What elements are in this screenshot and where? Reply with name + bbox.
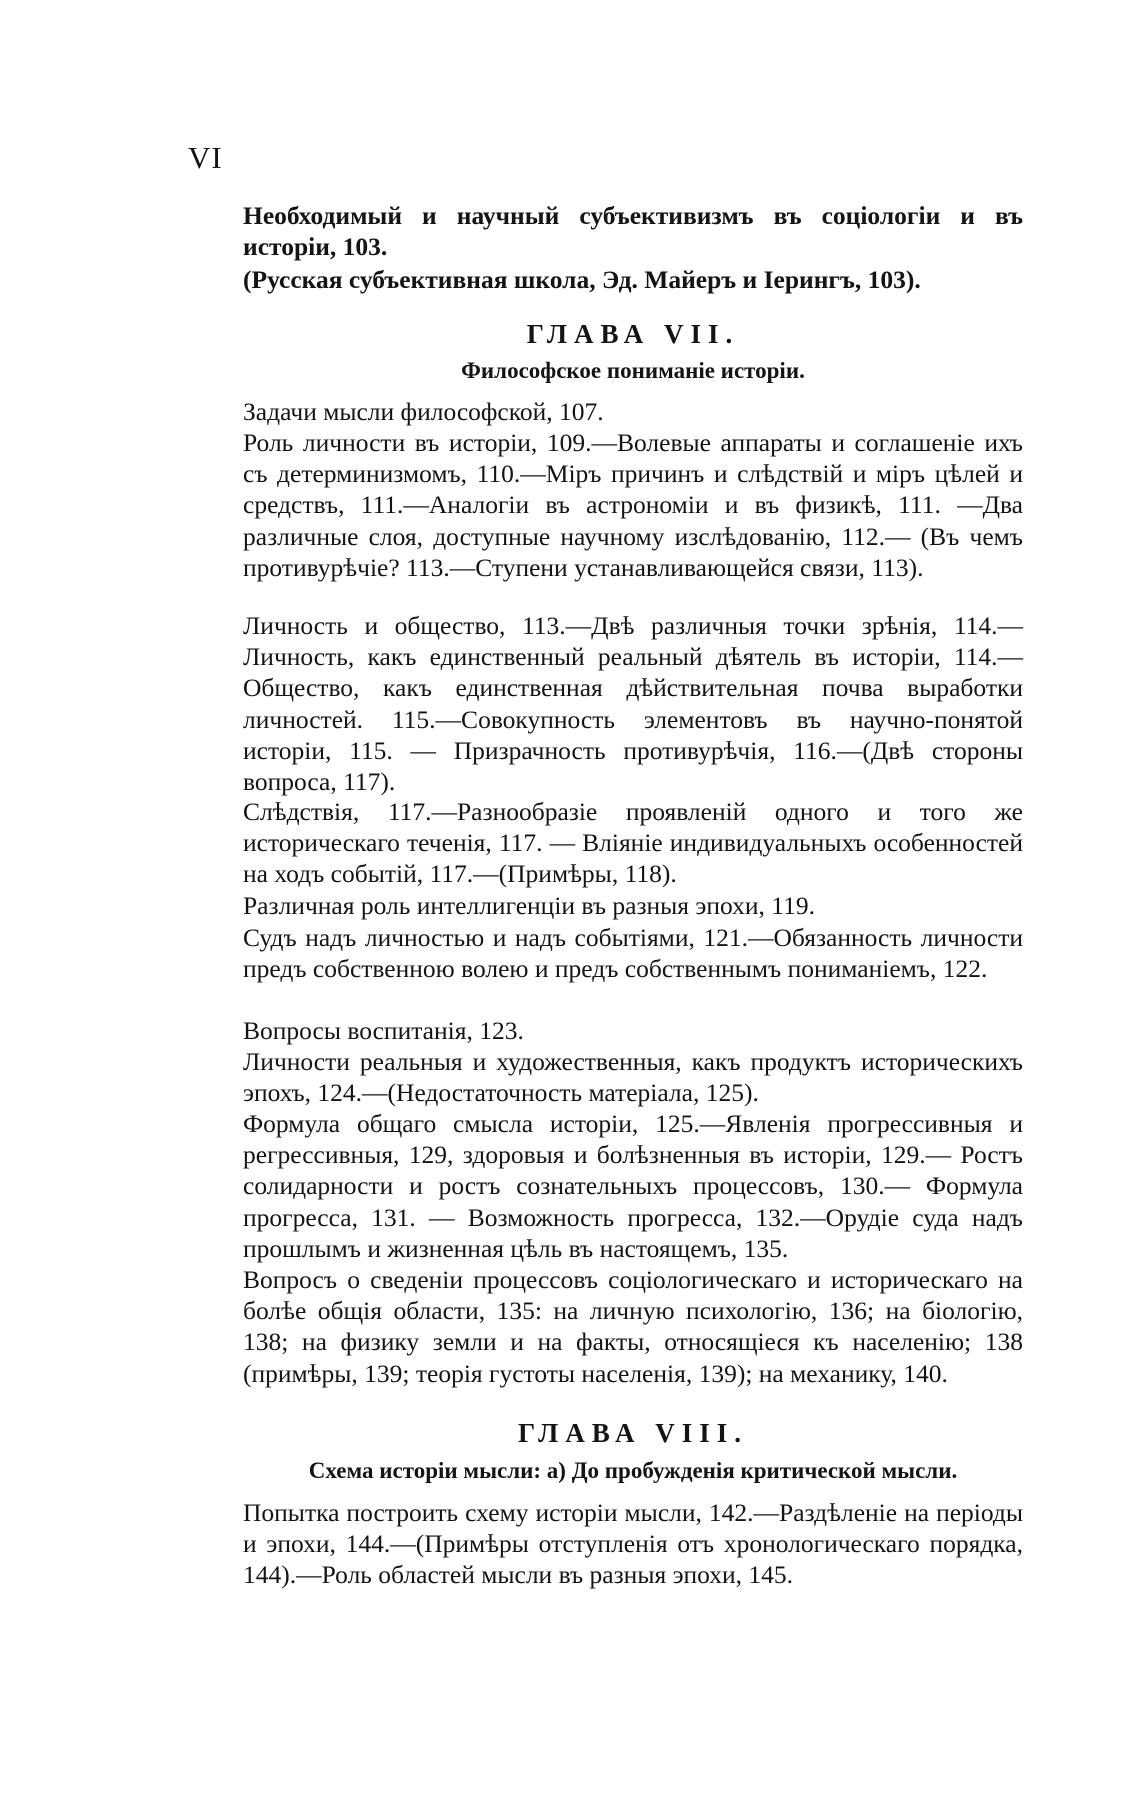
chapter-7-paragraph: Различная роль интеллигенціи въ разныя эпохи, 119.	[243, 891, 815, 920]
chapter-7-paragraph: Вопросъ о сведеніи процессовъ соціологическаго и историческаго на болѣе общія области, 135: на личную психологію, 136; на біологію, 138; на физику земли и на факты, относящіеся къ населенію; 138 (примѣры, 139; теорія густоты населенія, 139); на механику, 140.	[243, 1265, 1023, 1388]
chapter-7-heading: ГЛАВА VII.	[526, 319, 740, 349]
chapter-7-paragraph: Личности реальныя и художественныя, какъ продуктъ историческихъ эпохъ, 124.—(Недостаточность матеріала, 125).	[243, 1047, 1023, 1108]
intro-paragraph-2: (Русская субъективная школа, Эд. Майеръ и Іерингъ, 103).	[243, 265, 921, 294]
chapter-7-paragraph: Задачи мысли философской, 107.	[243, 397, 604, 426]
chapter-7-paragraph: Формула общаго смысла исторіи, 125.—Явленія прогрессивныя и регрессивныя, 129, здоровыя и болѣзненныя въ исторіи, 129.— Ростъ солидарности и ростъ сознательныхъ процессовъ, 130.— Формула прогресса, 131. — Возможность прогресса, 132.—Орудіе суда надъ прошлымъ и жизненная цѣль въ настоящемъ, 135.	[243, 1109, 1023, 1263]
page-number: VI	[188, 140, 223, 175]
chapter-7-paragraph: Судъ надъ личностью и надъ событіями, 121.—Обязанность личности предъ собственною волею и предъ собственнымъ пониманіемъ, 122.	[243, 923, 1023, 984]
chapter-8-heading: ГЛАВА VIII.	[517, 1418, 749, 1448]
intro-paragraph-1: Необходимый и научный субъективизмъ въ соціологіи и въ исторіи, 103.	[243, 201, 1023, 262]
chapter-7-subtitle: Философское пониманіе исторіи.	[461, 358, 805, 383]
chapter-7-paragraph: Слѣдствія, 117.—Разнообразіе проявленій одного и того же историческаго теченія, 117. — Вліяніе индивидуальныхъ особенностей на ходъ событій, 117.—(Примѣры, 118).	[243, 797, 1023, 889]
chapter-7-paragraph: Личность и общество, 113.—Двѣ различныя точки зрѣнія, 114.— Личность, какъ единственный реальный дѣятель въ исторіи, 114.— Общество, какъ единственная дѣйствительная почва выработки личностей. 115.—Совокупность элементовъ въ научно-понятой исторіи, 115. — Призрачность противурѣчія, 116.—(Двѣ стороны вопроса, 117).	[243, 611, 1023, 797]
chapter-7-paragraph: Вопросы воспитанія, 123.	[243, 1016, 524, 1045]
chapter-7-paragraph: Роль личности въ исторіи, 109.—Волевые аппараты и соглашеніе ихъ съ детерминизмомъ, 110.—Міръ причинъ и слѣдствій и міръ цѣлей и средствъ, 111.—Аналогіи въ астрономіи и въ физикѣ, 111. —Два различные слоя, доступные научному изслѣдованію, 112.— (Въ чемъ противурѣчіе? 113.—Ступени устанавливающейся связи, 113).	[243, 428, 1023, 582]
chapter-8-paragraph: Попытка построить схему исторіи мысли, 142.—Раздѣленіе на періоды и эпохи, 144.—(Примѣры отступленія отъ хронологическаго порядка, 144).—Роль областей мысли въ разныя эпохи, 145.	[243, 1498, 1023, 1590]
chapter-8-subtitle: Схема исторіи мысли: а) До пробужденія критической мысли.	[308, 1458, 958, 1483]
